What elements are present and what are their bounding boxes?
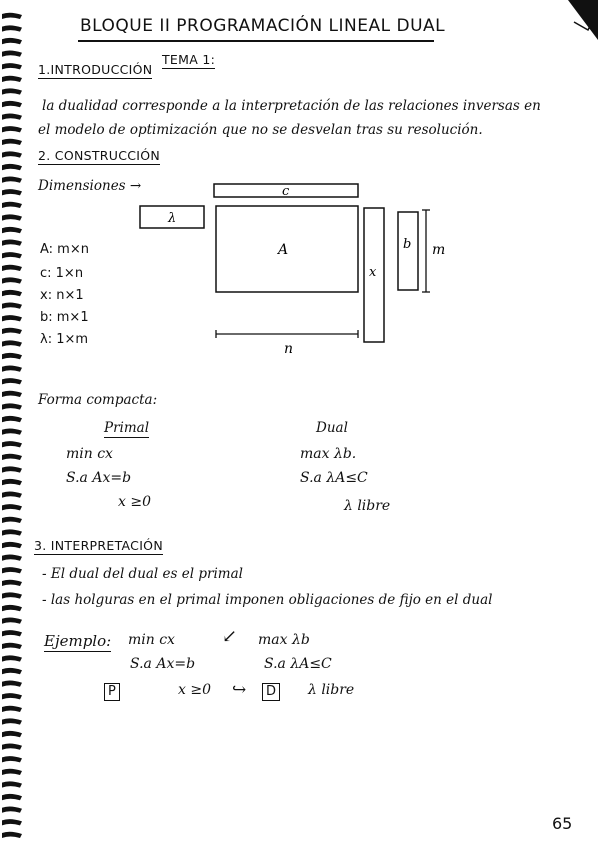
spiral-ring xyxy=(2,277,22,283)
spiral-ring xyxy=(2,668,22,674)
dual-sign-condition: λ libre xyxy=(344,498,391,514)
matrix-dimension-diagram xyxy=(130,178,450,358)
spiral-ring xyxy=(2,177,22,183)
diagram-label-m: m xyxy=(432,242,446,258)
bullet-dual-del-dual: - El dual del dual es el primal xyxy=(42,566,243,582)
spiral-ring xyxy=(2,126,22,132)
spiral-ring xyxy=(2,328,22,334)
spiral-ring xyxy=(2,756,22,762)
spiral-ring xyxy=(2,25,22,31)
spiral-ring xyxy=(2,38,22,44)
spiral-ring xyxy=(2,63,22,69)
diagram-label-b: b xyxy=(403,237,412,252)
primal-constraint: S.a Ax=b xyxy=(66,470,132,486)
ejemplo-swap-arrow: ↪ xyxy=(232,680,247,700)
dual-box-label xyxy=(262,680,280,701)
spiral-ring xyxy=(2,13,22,19)
spiral-ring xyxy=(2,517,22,523)
spiral-binding xyxy=(0,0,28,848)
section-heading-introduccion: 1.INTRODUCCIÓN xyxy=(38,62,153,77)
dual-constraint: S.a λA≤C xyxy=(300,470,368,486)
spiral-ring xyxy=(2,290,22,296)
ejemplo-label: Ejemplo: xyxy=(44,632,112,650)
primal-box-label xyxy=(104,680,120,701)
ejemplo-dual-constraint: S.a λA≤C xyxy=(264,656,332,672)
spiral-ring xyxy=(2,51,22,57)
spiral-ring xyxy=(2,466,22,472)
spiral-ring xyxy=(2,214,22,220)
diagram-label-c: c xyxy=(282,184,290,199)
spiral-ring xyxy=(2,416,22,422)
spiral-ring xyxy=(2,819,22,825)
spiral-ring xyxy=(2,227,22,233)
spiral-ring xyxy=(2,731,22,737)
spiral-ring xyxy=(2,592,22,598)
spiral-ring xyxy=(2,504,22,510)
ejemplo-primal-sign: x ≥0 xyxy=(178,682,211,698)
spiral-ring xyxy=(2,353,22,359)
ejemplo-primal-constraint: S.a Ax=b xyxy=(130,656,196,672)
spiral-ring xyxy=(2,240,22,246)
ejemplo-dual-objective: max λb xyxy=(258,632,310,648)
forma-compacta-label: Forma compacta: xyxy=(38,392,158,408)
spiral-ring xyxy=(2,340,22,346)
primal-objective: min cx xyxy=(66,446,113,462)
spiral-ring xyxy=(2,618,22,624)
p-box: P xyxy=(104,683,120,701)
bullet-holguras: - las holguras en el primal imponen obligaciones de fijo en el dual xyxy=(42,592,493,608)
section-heading-interpretacion: 3. INTERPRETACIÓN xyxy=(34,538,163,553)
spiral-ring xyxy=(2,706,22,712)
spiral-ring xyxy=(2,315,22,321)
dim-a: A: m×n xyxy=(40,242,89,257)
page-corner-mark xyxy=(548,0,598,44)
dim-x: x: n×1 xyxy=(40,288,84,303)
dual-title: Dual xyxy=(316,420,348,436)
primal-sign-condition: x ≥0 xyxy=(118,494,151,510)
spiral-ring xyxy=(2,454,22,460)
spiral-ring xyxy=(2,555,22,561)
spiral-ring xyxy=(2,101,22,107)
diagram-label-lambda: λ xyxy=(168,211,177,226)
spiral-ring xyxy=(2,769,22,775)
spiral-ring xyxy=(2,202,22,208)
spiral-ring xyxy=(2,492,22,498)
spiral-ring xyxy=(2,807,22,813)
spiral-ring xyxy=(2,630,22,636)
spiral-ring xyxy=(2,718,22,724)
spiral-ring xyxy=(2,479,22,485)
spiral-ring xyxy=(2,252,22,258)
spiral-ring xyxy=(2,403,22,409)
primal-title: Primal xyxy=(104,420,150,436)
spiral-ring xyxy=(2,441,22,447)
spiral-ring xyxy=(2,643,22,649)
spiral-ring xyxy=(2,567,22,573)
title-underline xyxy=(78,40,434,42)
spiral-ring xyxy=(2,529,22,535)
spiral-ring xyxy=(2,88,22,94)
spiral-ring xyxy=(2,303,22,309)
dim-lambda: λ: 1×m xyxy=(40,332,89,347)
spiral-ring xyxy=(2,781,22,787)
dual-objective: max λb. xyxy=(300,446,357,462)
d-box: D xyxy=(262,683,280,701)
spiral-ring xyxy=(2,542,22,548)
page-number: 65 xyxy=(552,814,573,833)
spiral-ring xyxy=(2,366,22,372)
spiral-ring xyxy=(2,151,22,157)
intro-text-line-2: el modelo de optimización que no se desvelan tras su resolución. xyxy=(38,122,483,138)
dim-b: b: m×1 xyxy=(40,310,89,325)
spiral-ring xyxy=(2,265,22,271)
spiral-ring xyxy=(2,605,22,611)
spiral-ring xyxy=(2,378,22,384)
diagram-label-n: n xyxy=(284,341,294,357)
intro-text-line-1: la dualidad corresponde a la interpretación de las relaciones inversas en xyxy=(42,98,541,114)
spiral-ring xyxy=(2,114,22,120)
ejemplo-arrow: ↙ xyxy=(222,626,238,647)
spiral-ring xyxy=(2,580,22,586)
dim-c: c: 1×n xyxy=(40,266,84,281)
page-title: BLOQUE II PROGRAMACIÓN LINEAL DUAL xyxy=(80,16,446,36)
spiral-ring xyxy=(2,693,22,699)
spiral-ring xyxy=(2,794,22,800)
spiral-ring xyxy=(2,681,22,687)
spiral-ring xyxy=(2,76,22,82)
spiral-ring xyxy=(2,429,22,435)
dimensiones-label: Dimensiones → xyxy=(38,178,142,194)
spiral-ring xyxy=(2,655,22,661)
spiral-ring xyxy=(2,391,22,397)
spiral-ring xyxy=(2,164,22,170)
diagram-label-a: A xyxy=(278,242,289,258)
spiral-ring xyxy=(2,744,22,750)
spiral-ring xyxy=(2,189,22,195)
spiral-ring xyxy=(2,832,22,838)
diagram-label-x: x xyxy=(369,265,377,280)
spiral-ring xyxy=(2,139,22,145)
ejemplo-primal-objective: min cx xyxy=(128,632,175,648)
ejemplo-dual-sign: λ libre xyxy=(308,682,355,698)
tema-label: TEMA 1: xyxy=(162,52,216,67)
section-heading-construccion: 2. CONSTRUCCIÓN xyxy=(38,148,161,163)
